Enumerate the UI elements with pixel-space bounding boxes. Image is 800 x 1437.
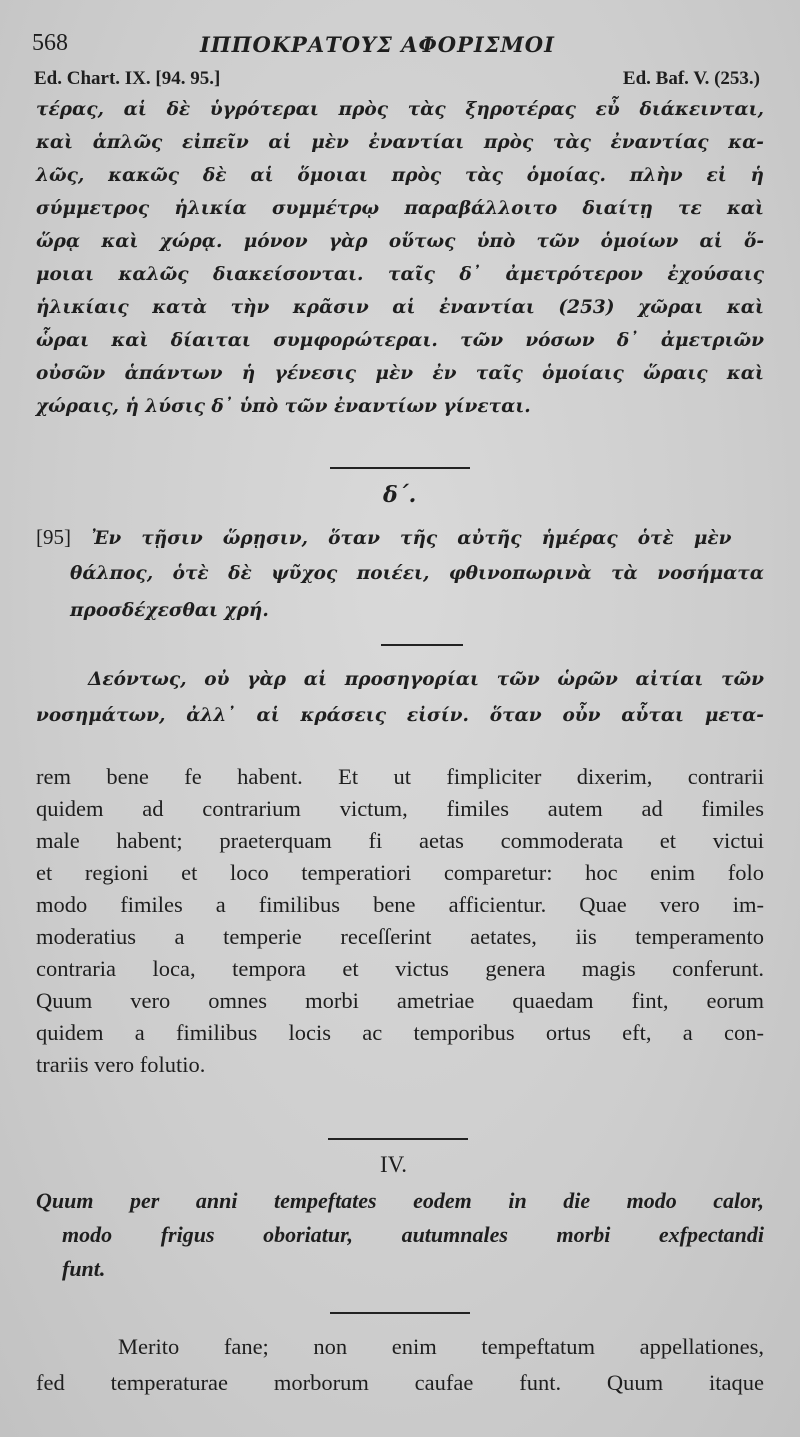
page-number: 568 [32, 30, 68, 56]
text-line: λῶς, κακῶς δὲ αἱ ὅμοιαι πρὸς τὰς ὁμοίας. πλὴν εἰ ἡ [36, 165, 764, 186]
aphorism-line: funt. [62, 1256, 106, 1281]
running-header [32, 30, 760, 62]
text-line: fed temperaturae morborum caufae funt. Quum itaque [36, 1370, 764, 1395]
edition-reference-right: Ed. Baf. V. (253.) [622, 68, 760, 89]
text-line: καὶ ἁπλῶς εἰπεῖν αἱ μὲν ἐναντίαι πρὸς τὰς ἐναντίας κα- [36, 132, 764, 153]
aphorism-line: modo frigus oboriatur, autumnales morbi exfpectandi [62, 1222, 764, 1247]
text-line: ὧραι καὶ δίαιται συμφορώτεραι. τῶν νόσων δ᾽ ἀμετριῶν [36, 330, 764, 351]
text-line: quidem ad contrarium victum, fimiles autem ad fimiles [36, 796, 764, 821]
text-line: σύμμετρος ἡλικία συμμέτρῳ παραβάλλοιτο διαίτῃ τε καὶ [36, 198, 764, 219]
text-line: rem bene fe habent. Et ut fimpliciter dixerim, contrarii [36, 764, 764, 789]
text-line: contraria loca, tempora et victus genera magis conferunt. [36, 956, 764, 981]
page-marker: [95] [36, 525, 71, 549]
aphorism-text: Ἐν τῇσιν ὥρῃσιν, ὅταν τῆς αὐτῆς ἡμέρας ὁτὲ μὲν [91, 528, 732, 549]
text-line: et regioni et loco temperatiori comparetur: hoc enim folo [36, 860, 764, 885]
text-line: μοιαι καλῶς διακείσονται. ταῖς δ᾽ ἀμετρότερον ἐχούσαις [36, 264, 764, 285]
text-line: Quum vero omnes morbi ametriae quaedam fint, eorum [36, 988, 764, 1013]
section-divider [381, 644, 463, 646]
aphorism-number-greek: δ΄. [383, 482, 417, 508]
text-line: male habent; praeterquam fi aetas commoderata et victui [36, 828, 764, 853]
text-line: Merito fane; non enim tempeftatum appellationes, [118, 1334, 764, 1359]
text-line: ὥρᾳ καὶ χώρᾳ. μόνον γὰρ οὕτως ὑπὸ τῶν ὁμοίων αἱ ὅ- [36, 231, 764, 252]
text-line: modo fimiles a fimilibus bene afficientur. Quae vero im- [36, 892, 764, 917]
text-line: moderatius a temperie receſſerint aetates, iis temperamento [36, 924, 764, 949]
aphorism-line [36, 522, 764, 552]
text-line: trariis vero folutio. [36, 1052, 206, 1077]
running-title: ΙΠΠΟΚΡΑΤΟΥΣ ΑΦΟΡΙΣΜΟΙ [200, 32, 555, 57]
text-line: νοσημάτων, ἀλλ᾽ αἱ κράσεις εἰσίν. ὅταν οὖν αὗται μετα- [36, 705, 764, 726]
edition-reference-line [34, 68, 760, 94]
section-divider [330, 467, 470, 469]
aphorism-number-latin: IV. [380, 1152, 408, 1177]
text-line: Δεόντως, οὐ γὰρ αἱ προσηγορίαι τῶν ὡρῶν αἰτίαι τῶν [88, 669, 764, 690]
aphorism-line: προσδέχεσθαι χρή. [70, 600, 269, 621]
aphorism-line: Quum per anni tempeftates eodem in die modo calor, [36, 1188, 764, 1213]
text-line: quidem a fimilibus locis ac temporibus ortus eft, a con- [36, 1020, 764, 1045]
section-divider [330, 1312, 470, 1314]
section-divider [328, 1138, 468, 1140]
text-line: χώραις, ἡ λύσις δ᾽ ὑπὸ τῶν ἐναντίων γίνεται. [36, 396, 531, 417]
text-line: ἡλικίαις κατὰ τὴν κρᾶσιν αἱ ἐναντίαι (253) χῶραι καὶ [36, 297, 764, 318]
aphorism-line: θάλπος, ὁτὲ δὲ ψῦχος ποιέει, φθινοπωρινὰ τὰ νοσήματα [70, 563, 764, 584]
text-line: τέρας, αἱ δὲ ὑγρότεραι πρὸς τὰς ξηροτέρας εὖ διάκεινται, [36, 99, 764, 120]
text-line: οὐσῶν ἁπάντων ἡ γένεσις μὲν ἐν ταῖς ὁμοίαις ὥραις καὶ [36, 363, 764, 384]
edition-reference-left: Ed. Chart. IX. [94. 95.] [34, 68, 221, 89]
